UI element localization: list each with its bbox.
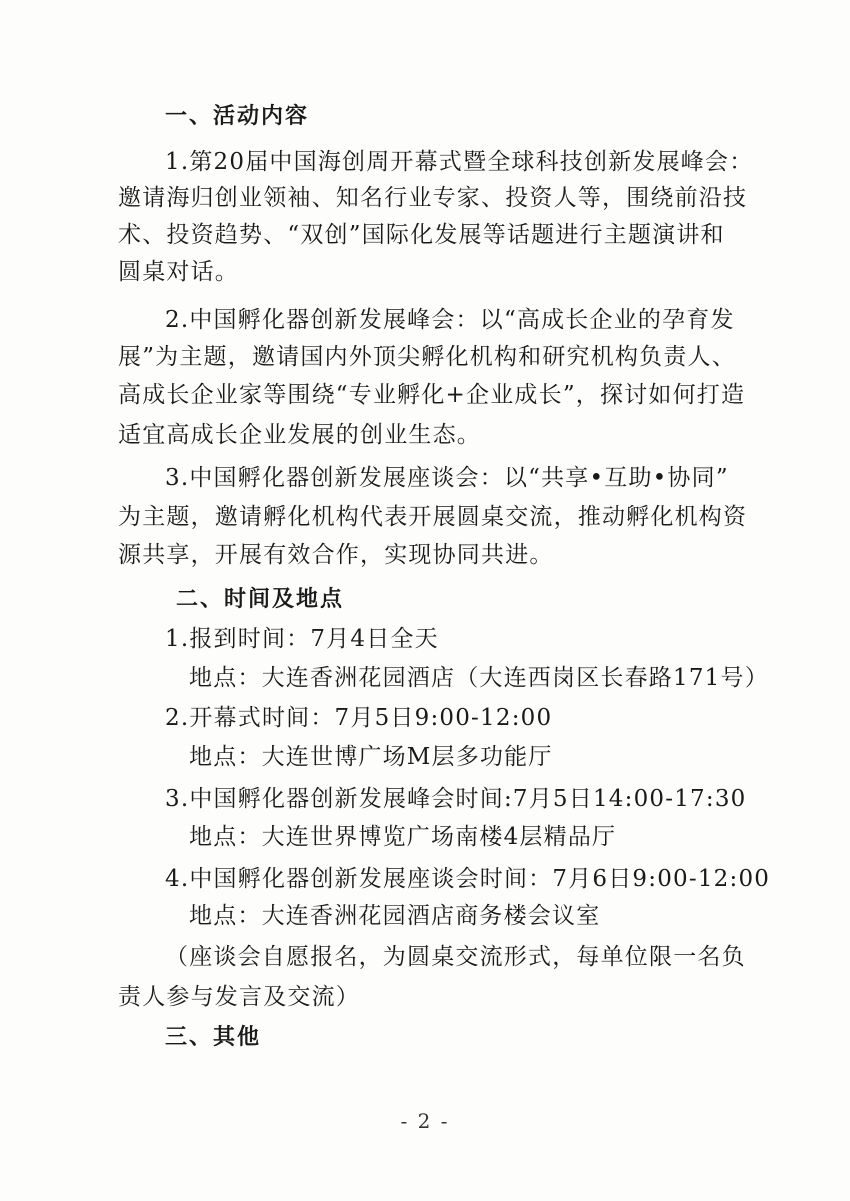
activity-item-2-line-1: 2.中国孵化器创新发展峰会：以“高成长企业的孕育发 <box>165 307 735 333</box>
schedule-item-1-place: 地点：大连香洲花园酒店（大连西岗区长春路171号） <box>189 665 769 691</box>
activity-item-1-line-4: 圆桌对话。 <box>118 259 239 285</box>
activity-item-2-line-4: 适宜高成长企业发展的创业生态。 <box>118 422 481 448</box>
schedule-item-2-place: 地点：大连世博广场M层多功能厅 <box>189 744 553 770</box>
activity-item-2-line-2: 展”为主题，邀请国内外顶尖孵化机构和研究机构负责人、 <box>118 344 736 370</box>
schedule-item-3-place: 地点：大连世界博览广场南楼4层精品厅 <box>189 824 617 850</box>
activity-item-3-line-1: 3.中国孵化器创新发展座谈会：以“共享•互助•协同” <box>165 465 729 491</box>
schedule-note-line-1: （座谈会自愿报名，为圆桌交流形式，每单位限一名负 <box>165 944 746 970</box>
section-heading-other: 三、其他 <box>165 1025 262 1050</box>
schedule-item-1-time: 1.报到时间：7月4日全天 <box>165 626 439 652</box>
schedule-note-line-2: 责人参与发言及交流） <box>118 984 360 1010</box>
activity-item-3-line-2: 为主题，邀请孵化机构代表开展圆桌交流，推动孵化机构资 <box>118 504 748 530</box>
schedule-item-3-time: 3.中国孵化器创新发展峰会时间:7月5日14:00-17:30 <box>165 786 747 812</box>
section-heading-time-place: 二、时间及地点 <box>176 587 345 612</box>
section-heading-activities: 一、活动内容 <box>165 104 310 129</box>
page-number: - 2 - <box>400 1109 450 1133</box>
schedule-item-4-time: 4.中国孵化器创新发展座谈会时间：7月6日9:00-12:00 <box>165 866 771 892</box>
activity-item-1-line-2: 邀请海归创业领袖、知名行业专家、投资人等，围绕前沿技 <box>118 185 748 211</box>
activity-item-3-line-3: 源共享，开展有效合作，实现协同共进。 <box>118 542 554 568</box>
schedule-item-4-place: 地点：大连香洲花园酒店商务楼会议室 <box>189 903 601 929</box>
activity-item-1-line-1: 1.第20届中国海创周开幕式暨全球科技创新发展峰会： <box>165 149 754 175</box>
activity-item-1-line-3: 术、投资趋势、“双创”国际化发展等话题进行主题演讲和 <box>118 222 725 248</box>
activity-item-2-line-3: 高成长企业家等围绕“专业孵化+企业成长”，探讨如何打造 <box>118 382 746 408</box>
schedule-item-2-time: 2.开幕式时间：7月5日9:00-12:00 <box>165 705 553 731</box>
